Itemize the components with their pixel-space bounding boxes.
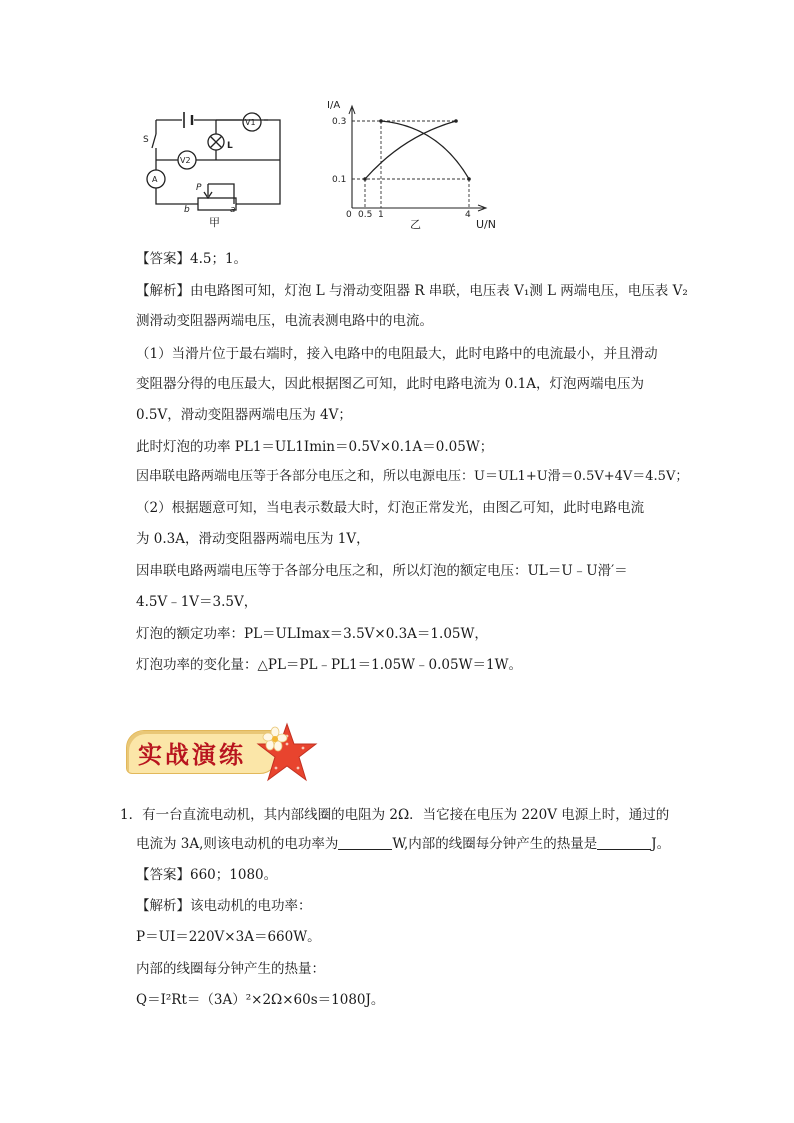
rheostat-curve [381,121,469,179]
part1-line1: （1）当滑片位于最右端时，接入电路中的电阻最大，此时电路中的电流最小，并且滑动 [136,346,658,362]
lamp-label: L [227,141,233,151]
question-text-b: W,内部的线圈每分钟产生的热量是 [392,836,598,852]
exercise-power-formula: P＝UI＝220V×3A＝660W。 [136,929,321,945]
y-tick-03: 0.3 [332,117,347,127]
lamp-curve [365,121,456,179]
answer-blank-power [338,837,392,850]
section-banner [122,722,322,784]
graph-caption: 乙 [410,218,421,231]
power-formula: 此时灯泡的功率 PL1＝UL1Imin＝0.5V×0.1A＝0.05W； [136,439,494,455]
x-tick-05: 0.5 [358,210,373,220]
part2-line2: 为 0.3A，滑动变阻器两端电压为 1V， [136,531,370,547]
rated-power-formula: 灯泡的额定功率：PL＝ULImax＝3.5V×0.3A＝1.05W， [136,626,488,642]
circuit-diagram [138,104,288,216]
v1-label: V1 [245,118,256,127]
question-text-c: J。 [651,836,671,852]
example-analysis-line2: 测滑动变阻器两端电压，电流表测电路中的电流。 [136,313,433,329]
v2-label: V2 [180,156,191,165]
rated-voltage-line1: 因串联电路两端电压等于各部分电压之和，所以灯泡的额定电压：UL＝U﹣U滑′＝ [136,563,628,579]
slider-label: P [196,183,202,193]
exercise-question-line1: 1．有一台直流电动机，其内部线圈的电阻为 2Ω．当它接在电压为 220V 电源上时，通过的 [120,807,670,823]
exercise-answer: 【答案】660；1080。 [136,867,278,883]
circuit-caption: 甲 [209,216,220,229]
iu-graph [318,96,508,234]
switch-label: S [143,135,149,145]
exercise-heat-formula: Q＝I²Rt＝（3A）²×2Ω×60s＝1080J。 [136,992,385,1008]
source-voltage-formula: 因串联电路两端电压等于各部分电压之和，所以电源电压：U＝UL1+U滑＝0.5V+4V＝4.5V； [136,469,689,484]
graph-xlabel: U/N [476,218,496,231]
part2-line1: （2）根据题意可知，当电表示数最大时，灯泡正常发光，由图乙可知，此时电路电流 [136,500,645,516]
rated-voltage-line2: 4.5V﹣1V＝3.5V， [136,594,258,610]
question-text-a: 电流为 3A,则该电动机的电功率为 [136,836,339,852]
exercise-analysis: 【解析】该电动机的电功率： [136,898,312,914]
answer-blank-heat [597,837,651,850]
end-b-label: b [184,205,190,215]
end-a-label: a [230,205,236,215]
part1-line3: 0.5V，滑动变阻器两端电压为 4V； [136,407,352,423]
y-tick-01: 0.1 [332,175,347,185]
x-tick-1: 1 [378,210,384,220]
graph-ylabel: I/A [327,100,341,111]
ammeter-label: A [152,175,158,184]
x-tick-4: 4 [465,210,471,220]
power-change-formula: 灯泡功率的变化量：△PL＝PL﹣PL1＝1.05W﹣0.05W＝1W。 [136,657,522,673]
example-answer: 【答案】4.5；1。 [136,251,248,267]
flower-icon [262,726,288,752]
part1-line2: 变阻器分得的电压最大，因此根据图乙可知，此时电路电流为 0.1A，灯泡两端电压为 [136,376,645,392]
banner-title: 实战演练 [138,740,246,769]
x-tick-0: 0 [346,210,352,220]
exercise-question-line2 [136,835,670,853]
exercise-heat-label: 内部的线圈每分钟产生的热量： [136,961,325,977]
example-analysis-line1: 【解析】由电路图可知，灯泡 L 与滑动变阻器 R 串联，电压表 V₁测 L 两端电压，电压表 V₂ [136,283,688,299]
